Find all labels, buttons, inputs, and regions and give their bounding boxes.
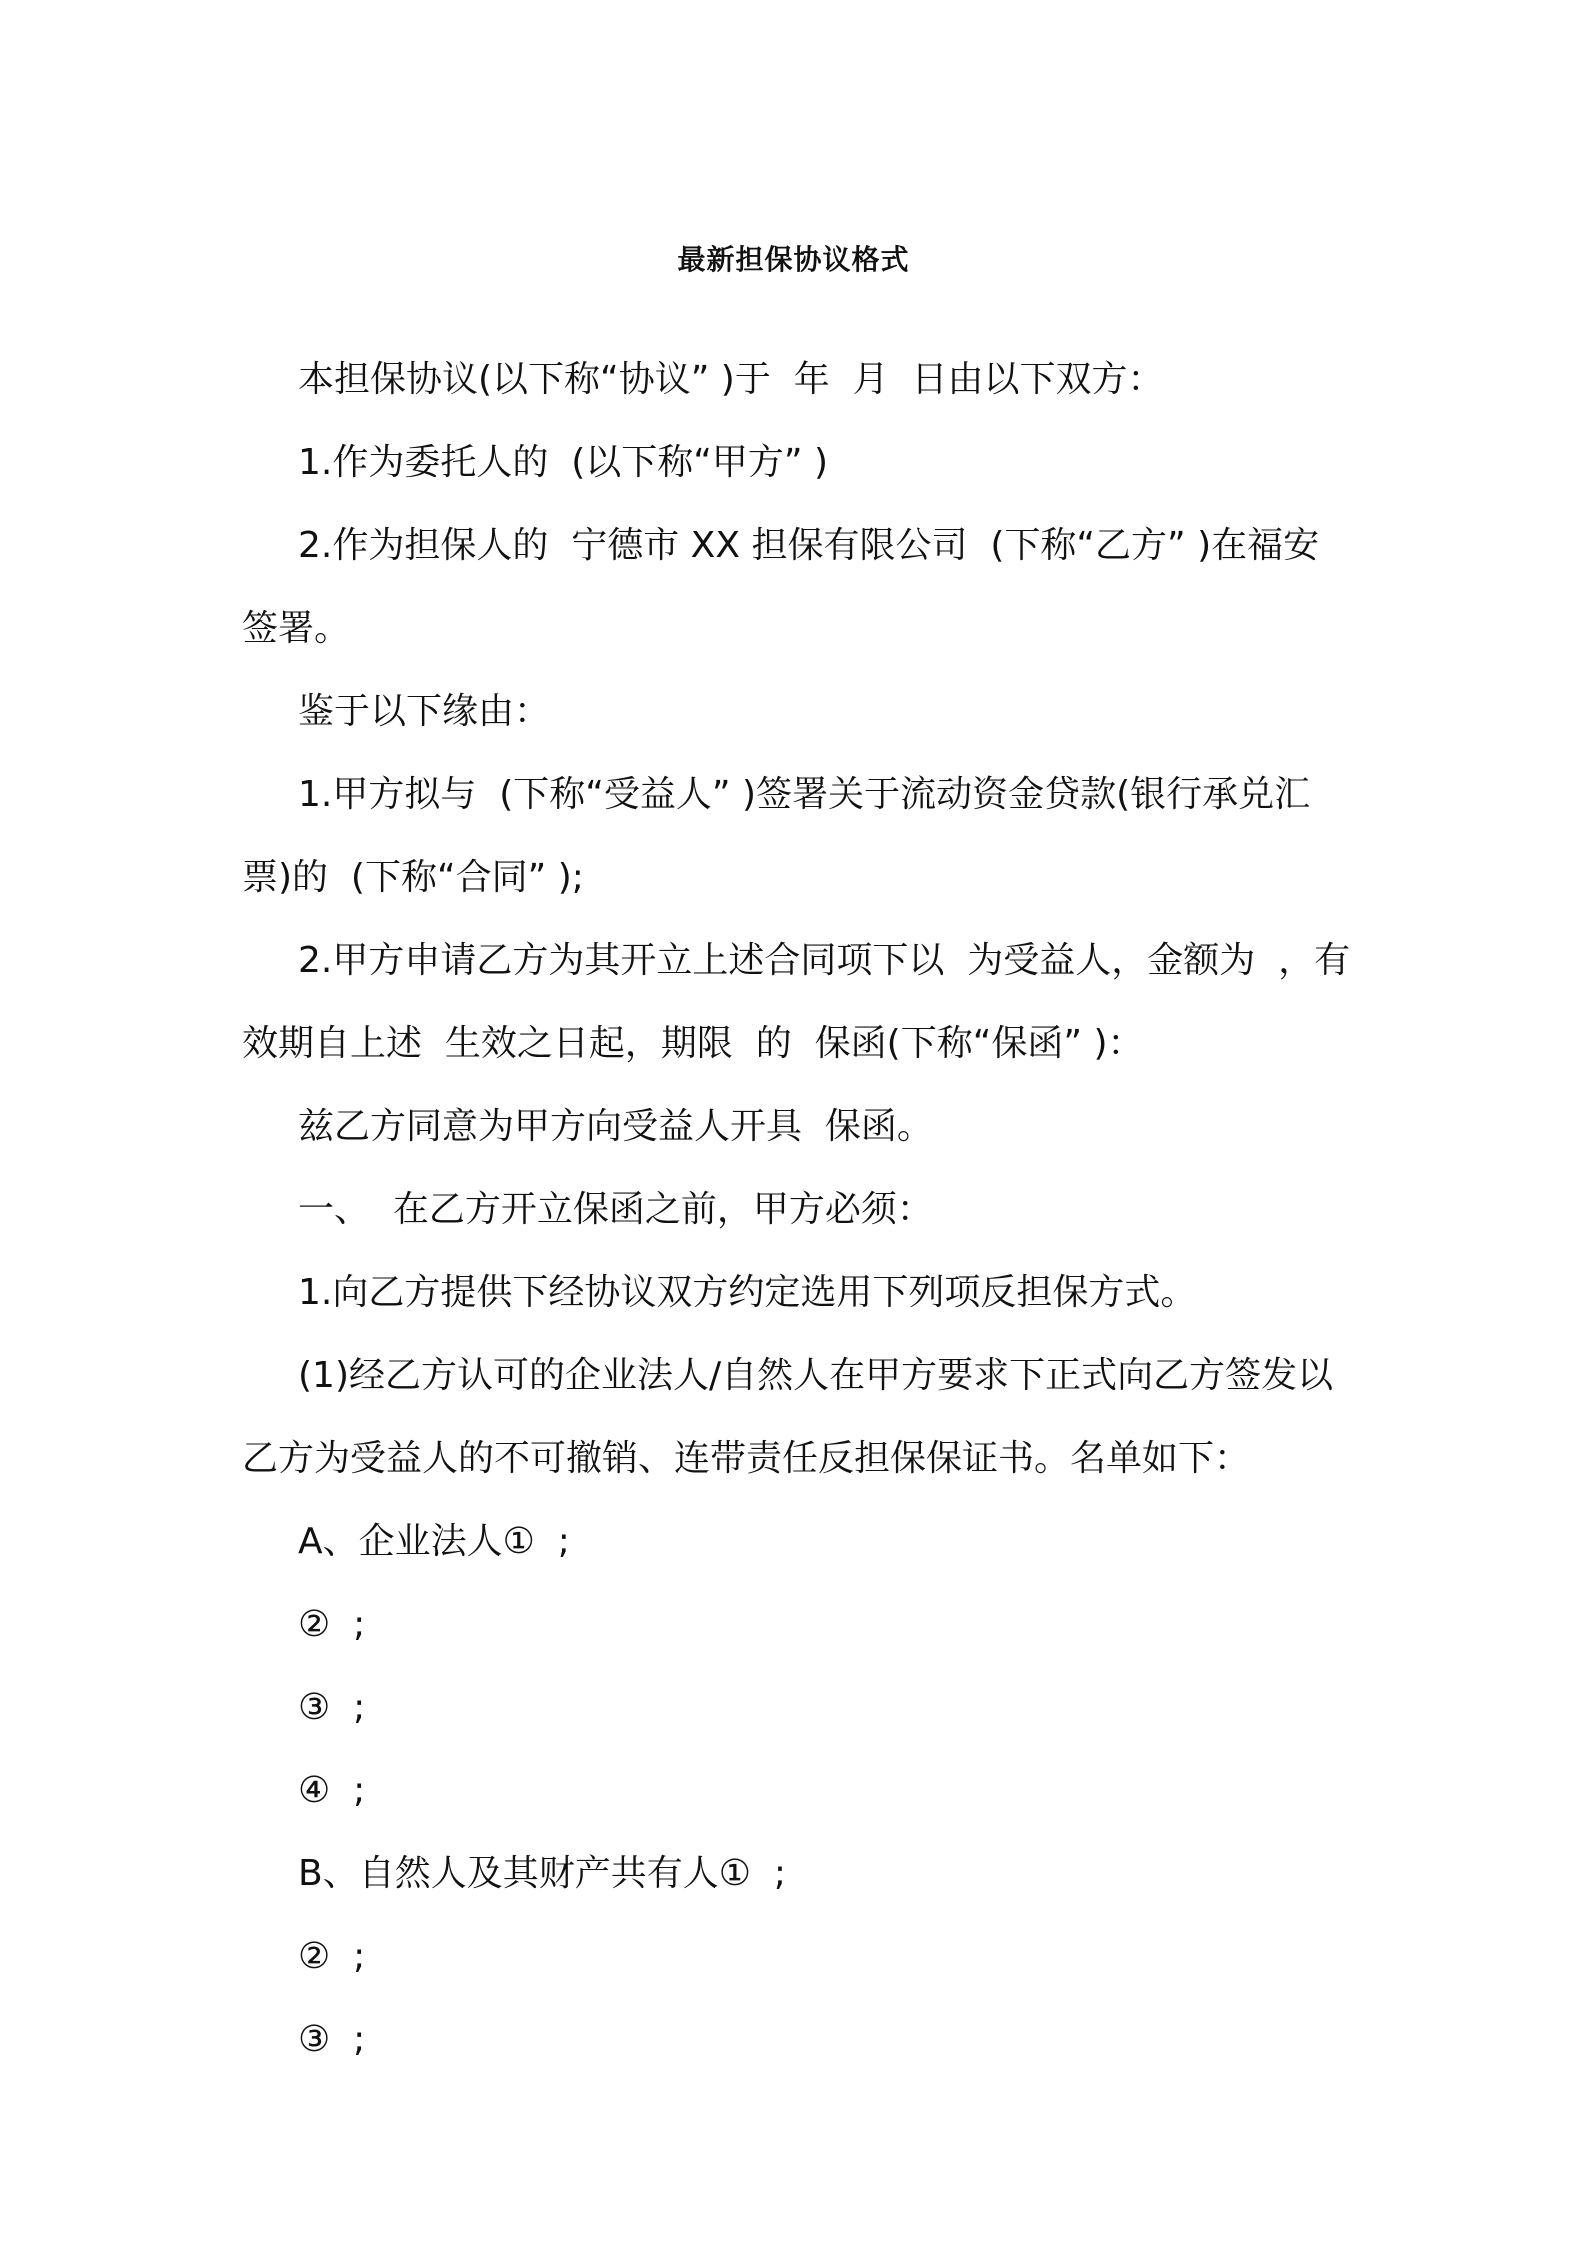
paragraph: ② ; bbox=[298, 1604, 366, 1645]
paragraph: 2.甲方申请乙方为其开立上述合同项下以 为受益人，金额为 ，有效期自上述 生效之日起，期限 的 保函(下称“保函” )： bbox=[242, 940, 1351, 1064]
paragraph: ② ; bbox=[298, 1936, 366, 1977]
paragraph: 本担保协议(以下称“协议” )于 年 月 日由以下双方： bbox=[298, 359, 1164, 400]
paragraph: ④ ; bbox=[298, 1770, 366, 1811]
paragraph: ③ ; bbox=[298, 2019, 366, 2060]
paragraph: 1.向乙方提供下经协议双方约定选用下列项反担保方式。 bbox=[298, 1272, 1197, 1313]
paragraph: 兹乙方同意为甲方向受益人开具 保函。 bbox=[298, 1106, 933, 1147]
paragraph: 2.作为担保人的 宁德市 XX 担保有限公司 (下称“乙方” )在福安签署。 bbox=[242, 525, 1320, 649]
paragraph: 1.作为委托人的 (以下称“甲方” ) bbox=[298, 442, 829, 483]
paragraph: ③ ; bbox=[298, 1687, 366, 1728]
paragraph: (1)经乙方认可的企业法人/自然人在甲方要求下正式向乙方签发以乙方为受益人的不可撤销、连带责任反担保保证书。名单如下： bbox=[242, 1355, 1334, 1479]
document-body bbox=[242, 338, 1352, 2081]
paragraph: 鉴于以下缘由： bbox=[298, 691, 551, 732]
paragraph: B、自然人及其财产共有人① ; bbox=[298, 1853, 786, 1894]
paragraph: A、企业法人① ; bbox=[298, 1521, 570, 1562]
paragraph: 一、 在乙方开立保函之前，甲方必须： bbox=[298, 1189, 933, 1230]
paragraph: 1.甲方拟与 (下称“受益人” )签署关于流动资金贷款(银行承兑汇票)的 (下称“合同” ); bbox=[242, 774, 1311, 898]
document-title: 最新担保协议格式 bbox=[677, 243, 910, 276]
